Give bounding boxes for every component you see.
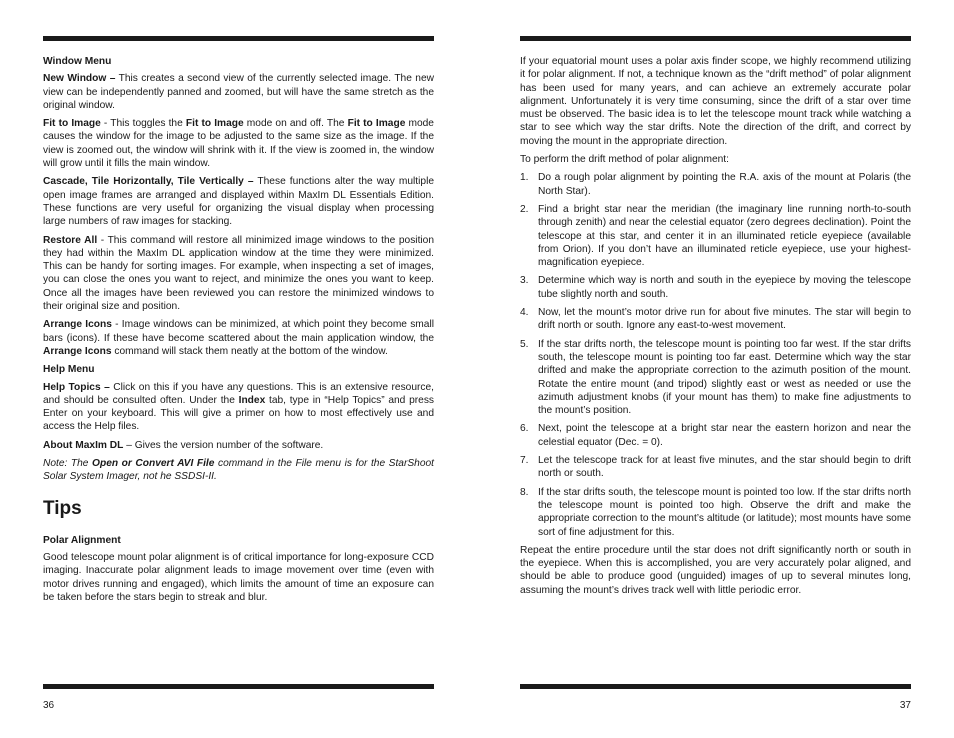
help-topics-paragraph: [43, 381, 434, 434]
top-rule: [520, 36, 911, 41]
fit-term: Fit to Image: [43, 118, 101, 130]
right-content: [520, 55, 911, 602]
step-text: Next, point the telescope at a bright star near the eastern horizon and near the celestial equator (Dec. = 0).: [538, 423, 911, 448]
drift-steps-list: [520, 171, 911, 538]
step-text: Do a rough polar alignment by pointing the R.A. axis of the mount at Polaris (the North Star).: [538, 172, 911, 197]
step-text: Now, let the mount’s motor drive run for about five minutes. The star will begin to drift north or south. Ignore any east-to-west movement.: [538, 307, 911, 332]
step-number: 5.: [520, 338, 529, 350]
top-rule: [43, 36, 434, 41]
list-item: [520, 171, 911, 198]
list-item: [520, 454, 911, 481]
fit-text-3: mode causes the window for the image to be adjusted to the same size as the image. If the view is zoomed out, the window will shrink with it. If the view is zoomed in, the window will grow until it fills the main window.: [43, 118, 434, 170]
help-topics-term: Help Topics –: [43, 381, 110, 393]
arrange-icons-paragraph: [43, 318, 434, 358]
note-text-2: command in the File menu is for the StarShoot Solar System Imager, not he SSDSI-II.: [43, 458, 434, 483]
note-text-1: Note: The: [43, 458, 93, 470]
arrange-term: Arrange Icons: [43, 319, 112, 331]
help-topics-text-2: tab, type in “Help Topics” and press Enter on your keyboard. This will give a primer on how to most effectively use and access the Help files.: [43, 394, 435, 433]
list-item: [520, 203, 911, 269]
arrange-text-2: command will stack them neatly at the bottom of the window.: [111, 345, 388, 357]
page-number: 36: [43, 700, 55, 711]
new-window-paragraph: [43, 72, 434, 112]
step-text: If the star drifts north, the telescope mount is pointing too far west. If the star drifts south, the telescope mount is pointing too far east. Determine which way the star drifted and make the appropriate correction to the azimuth position of the mount. Rotate the entire mount (and tripod) slightly east or west as needed or use the azimuth adjustment knobs (if your mount has them) to make fine adjustments to the mount’s position.: [538, 338, 911, 417]
step-number: 2.: [520, 203, 529, 215]
restore-term: Restore All: [43, 234, 98, 246]
fit-term-2: Fit to Image: [185, 118, 244, 130]
step-text: Let the telescope track for at least five minutes, and the star should begin to drift north or south.: [538, 455, 911, 480]
intro-paragraph: If your equatorial mount uses a polar axis finder scope, we highly recommend utilizing it for polar alignment. If not, a technique known as the “drift method” of polar alignment has been used for many years, and can achieve an extremely accurate polar alignment. Unfortunately it is very time consuming, since the drift of a star over time must be observed. The basic idea is to let the telescope mount track while watching a star to see which way the star drifts. Note the direction of the drift, and correct by moving the mount in the appropriate direction.: [520, 56, 911, 147]
fit-to-image-paragraph: [43, 117, 434, 170]
step-text: Find a bright star near the meridian (the imaginary line running north-to-south through zenith) and near the celestial equator (zero degrees declination). Point the telescope at this star, and center it in an illuminated reticle eyepiece (available from Orion). If you don’t have an illuminated reticle eyepiece, use your highest- magnification eyepiece.: [538, 203, 911, 269]
list-item: [520, 338, 911, 418]
fit-text-2: mode on and off. The: [243, 118, 348, 130]
cascade-text: These functions alter the way multiple open image frames are arranged and displayed within MaxIm DL Essentials Edition. These functions are very useful for organizing the visual display when processing large numbers of raw images for stacking.: [43, 176, 434, 228]
left-content: [43, 55, 434, 609]
fit-term-3: Fit to Image: [347, 118, 406, 130]
step-number: 1.: [520, 172, 529, 184]
left-page: [43, 0, 434, 738]
page-number: 37: [899, 700, 911, 711]
cascade-paragraph: [43, 175, 434, 228]
fit-text-1: - This toggles the: [100, 118, 186, 130]
window-menu-heading: Window Menu: [43, 56, 112, 67]
cascade-term: Cascade, Tile Horizontally, Tile Vertically –: [43, 176, 254, 188]
note-term: Open or Convert AVI File: [92, 458, 215, 470]
list-item: [520, 306, 911, 333]
tips-title: Tips: [43, 497, 82, 519]
note-paragraph: [43, 457, 434, 484]
help-menu-heading: Help Menu: [43, 364, 95, 376]
help-topics-text-1: Click on this if you have any questions. This is an extensive resource, and should be consulted often. Under the: [43, 381, 434, 406]
step-number: 7.: [520, 455, 529, 467]
step-number: 6.: [520, 423, 529, 435]
list-item: [520, 274, 911, 301]
lead-paragraph: To perform the drift method of polar alignment:: [520, 154, 729, 166]
about-term: About MaxIm DL: [43, 439, 124, 451]
list-item: [520, 486, 911, 539]
arrange-term-2: Arrange Icons: [43, 345, 112, 357]
restore-all-paragraph: [43, 234, 434, 314]
polar-alignment-heading: Polar Alignment: [43, 534, 121, 546]
right-page: [520, 0, 911, 738]
polar-alignment-paragraph: Good telescope mount polar alignment is of critical importance for long-exposure CCD imaging. Inaccurate polar alignment leads to image movement over time (even with motor drives running and engaged), which limits the amount of time an exposure can be taken before the stars begin to streak and blur.: [43, 551, 434, 603]
bottom-rule: [520, 684, 911, 689]
new-window-text: This creates a second view of the currently selected image. The new view can be independently panned and zoomed, but will have the same stretch as the original window.: [43, 73, 434, 111]
step-text: Determine which way is north and south in the eyepiece by moving the telescope tube slightly north and south.: [538, 275, 911, 300]
help-topics-index: Index: [238, 394, 266, 406]
step-number: 3.: [520, 275, 529, 287]
step-text: If the star drifts south, the telescope mount is pointed too low. If the star drifts north the telescope mount is pointed too high. Observe the drift and make the appropriate correction to the mount’s altitude (or latitude); most mounts have some sort of fine adjustment for this.: [538, 486, 911, 538]
step-number: 8.: [520, 486, 529, 498]
about-paragraph: [43, 439, 434, 452]
bottom-rule: [43, 684, 434, 689]
restore-text: - This command will restore all minimized image windows to the position they had within the MaxIm DL application window at the time they were minimized. This can be handy for sorting images. For example, when inspecting a set of images, you can close the ones you want to reject, and minimize the ones you want to keep. Once all the images have been reviewed you can restore the minimized windows to their original size and position.: [43, 234, 434, 313]
arrange-text-1: - Image windows can be minimized, at which point they become small bars (icons). If these have become scattered about the main application window, the: [43, 319, 434, 344]
new-window-term: New Window –: [43, 73, 116, 85]
about-text: – Gives the version number of the software.: [123, 439, 324, 451]
step-number: 4.: [520, 307, 529, 319]
closing-paragraph: Repeat the entire procedure until the star does not drift significantly north or south in the eyepiece. When this is accomplished, you are very accurately polar aligned, and should be able to produce good (unguided) images of up to several minutes long, assuming the mount’s drives track well with little periodic error.: [520, 544, 911, 596]
list-item: [520, 422, 911, 449]
